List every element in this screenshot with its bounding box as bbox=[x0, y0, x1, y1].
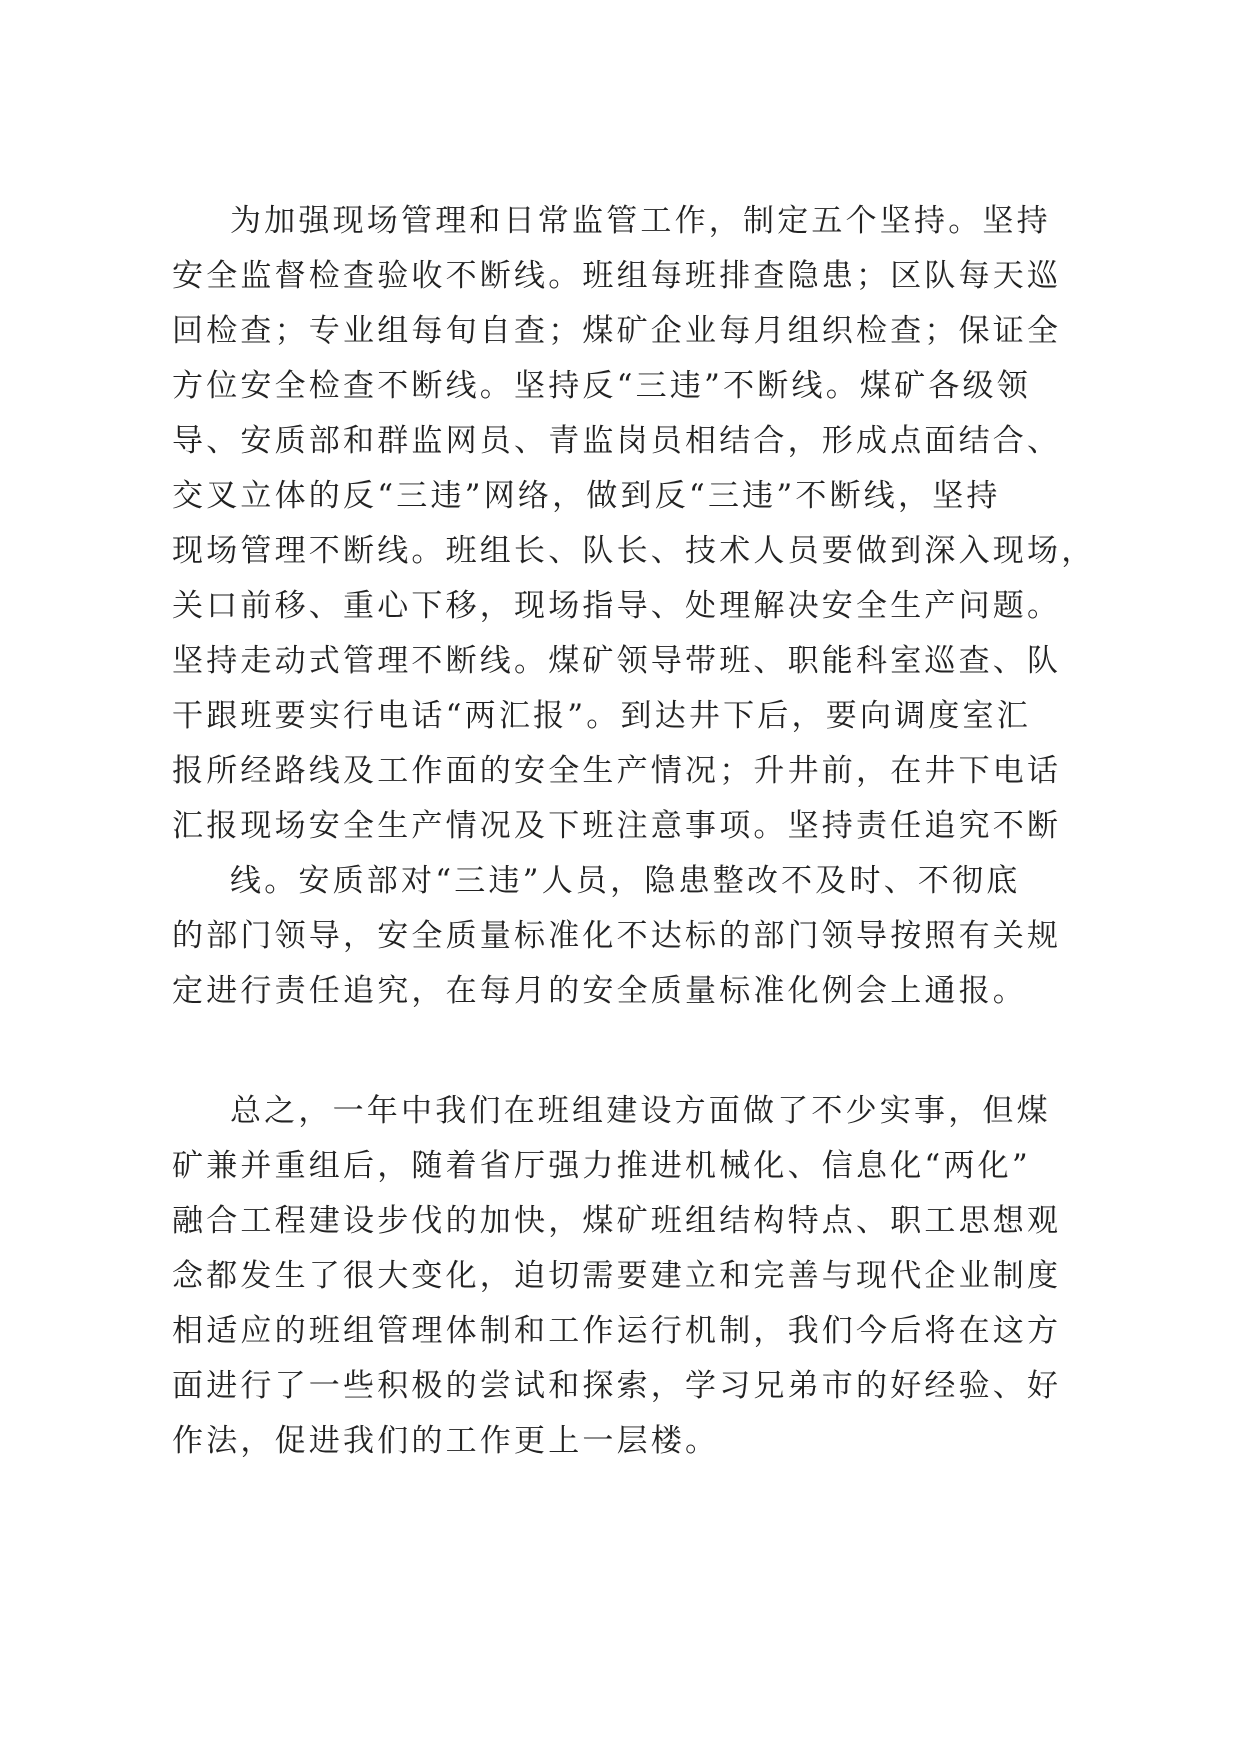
text-line: 相适应的班组管理体制和工作运行机制，我们今后将在这方 bbox=[172, 1313, 1062, 1349]
text-line: 坚持走动式管理不断线。煤矿领导带班、职能科室巡查、队 bbox=[172, 643, 1062, 679]
text-line: 作法，促进我们的工作更上一层楼。 bbox=[172, 1423, 720, 1459]
text-line: 关口前移、重心下移，现场指导、处理解决安全生产问题。 bbox=[172, 588, 1062, 624]
text-line: 汇报现场安全生产情况及下班注意事项。坚持责任追究不断 bbox=[172, 808, 1062, 844]
text-line: 线。安质部对“三违”人员，隐患整改不及时、不彻底 bbox=[230, 863, 1021, 899]
text-line: 融合工程建设步伐的加快，煤矿班组结构特点、职工思想观 bbox=[172, 1203, 1062, 1239]
text-line: 回检查；专业组每旬自查；煤矿企业每月组织检查；保证全 bbox=[172, 313, 1062, 349]
text-line: 总之，一年中我们在班组建设方面做了不少实事，但煤 bbox=[230, 1093, 1051, 1129]
text-line: 交叉立体的反“三违”网络，做到反“三违”不断线，坚持 bbox=[172, 478, 1001, 514]
text-line: 的部门领导，安全质量标准化不达标的部门领导按照有关规 bbox=[172, 918, 1062, 954]
text-line: 干跟班要实行电话“两汇报”。到达井下后，要向调度室汇 bbox=[172, 698, 1031, 734]
text-line: 念都发生了很大变化，迫切需要建立和完善与现代企业制度 bbox=[172, 1258, 1062, 1294]
text-line: 为加强现场管理和日常监管工作，制定五个坚持。坚持 bbox=[230, 203, 1051, 239]
text-line: 矿兼并重组后，随着省厅强力推进机械化、信息化“两化” bbox=[172, 1148, 1031, 1184]
text-line: 报所经路线及工作面的安全生产情况；升井前，在井下电话 bbox=[172, 753, 1062, 789]
text-line: 方位安全检查不断线。坚持反“三违”不断线。煤矿各级领 bbox=[172, 368, 1031, 404]
text-line: 现场管理不断线。班组长、队长、技术人员要做到深入现场， bbox=[172, 533, 1096, 569]
text-line: 导、安质部和群监网员、青监岗员相结合，形成点面结合、 bbox=[172, 423, 1062, 459]
text-line: 安全监督检查验收不断线。班组每班排查隐患；区队每天巡 bbox=[172, 258, 1062, 294]
text-line: 面进行了一些积极的尝试和探索，学习兄弟市的好经验、好 bbox=[172, 1368, 1062, 1404]
text-line: 定进行责任追究，在每月的安全质量标准化例会上通报。 bbox=[172, 973, 1027, 1009]
